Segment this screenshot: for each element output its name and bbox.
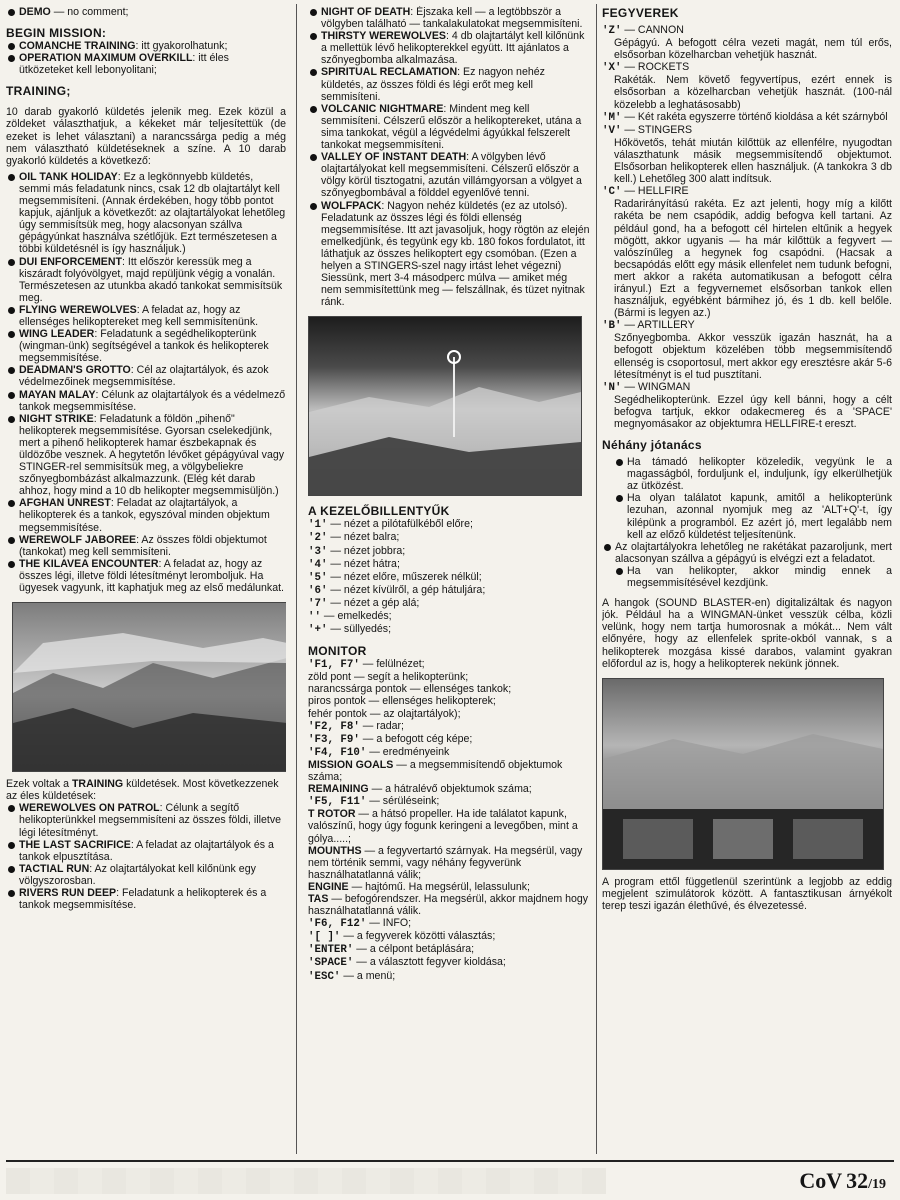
training-summary: Ezek voltak a TRAINING küldetések. Most következzenek az éles küldetések: [6,778,279,803]
item-name: ENGINE [308,880,349,893]
real-mission-item [6,863,286,887]
damage-line [308,808,590,844]
item-name: DUI ENFORCEMENT [19,255,122,268]
training-mission-item [6,558,286,594]
key-name: 'ENTER' [308,944,354,957]
page-number: 32 [846,1168,869,1193]
training-mission-item [6,497,286,533]
item-name: RIVERS RUN DEEP [19,886,117,899]
key-line [308,930,590,943]
key-line [308,720,590,733]
item-text: : Feladat az olajtartályok, a helikopterek és a tankok, egyszóval minden objektum megsemmisítése. [19,497,270,534]
tips-list [602,456,892,589]
item-text: : Az összes földi objektumot (tankokat) meg kell semmisíteni. [19,533,267,558]
item-name: OIL TANK HOLIDAY [19,170,118,183]
key-name: '2' [308,532,328,545]
item-text: : Ez nagyon nehéz küldetés, az összes földi és légi erőt meg kell semmisíteni. [321,66,545,103]
key-desc: narancssárga pontok — ellenséges tankok; [308,683,512,696]
damage-line [308,893,590,917]
key-desc: — nézet balra; [327,531,400,544]
item-text: : Feladatunk a helikopterek és a tankok megsemmisítése. [19,886,267,912]
item-name: NIGHT OF DEATH [321,6,411,18]
training-mission-item [6,171,286,256]
key-line [308,746,590,759]
key-name: '[ ]' [308,931,341,944]
real-mission-item [308,151,590,199]
monitor-list [308,658,590,759]
item-text: — hajtómű. Ha megsérül, lelassulunk; [348,880,530,893]
item-name: THE KILAVEA ENCOUNTER [19,557,159,570]
key-line [308,708,590,720]
key-name: '1' [308,519,328,532]
terrain-picture [13,603,286,771]
key-desc: — nézet a pilótafülkéből előre; [327,518,473,531]
training-mission-item [6,413,286,498]
key-line [308,671,590,683]
damage-list [308,808,590,917]
real-mission-list-cont [308,6,590,308]
game-screenshot [308,316,582,496]
key-name: 'SPACE' [308,957,354,970]
item-text: : Éjszaka kell — a legtöbbször a völgyben található — tankalakulatokat megsemmisíteni. [321,6,583,31]
key-desc: — a menü; [340,969,396,982]
weapons-list [602,24,892,430]
weapon-key: 'X' [602,62,622,75]
begin-mission-item [6,52,286,76]
item-name: WING LEADER [19,328,95,341]
item-name: VALLEY OF INSTANT DEATH [321,151,467,164]
key-name: '5' [308,571,328,584]
key-line [308,733,590,746]
item-name: WEREWOLF JABOREE [19,533,137,546]
key-line [308,917,590,930]
training-mission-item [6,304,286,328]
key-name: '6' [308,584,328,597]
status-line [308,759,590,783]
training-intro: 10 darab gyakorló küldetés jelenik meg. Ezek közül a zöldeket választhatjuk, a kékeket már teljesítettük (de ezeket is lehet választani) a narancssárga pedig a még nem választható küldetéseknek a színe. A 10 darab gyakorló küldetés a következő: [6,106,286,167]
key-desc: — a befogott cég képe; [359,732,473,745]
item-text: : itt éles ütközeteket kell lebonyolitani; [19,52,229,77]
begin-mission-item [6,40,286,52]
key-name: '7' [308,597,328,610]
item-name: DEADMAN'S GROTTO [19,364,131,377]
game-screenshot [602,678,884,870]
item-name: MAYAN MALAY [19,388,96,401]
key-line [308,956,590,969]
column-2 [308,6,590,1156]
column-divider [596,4,597,1154]
key-desc: — nézet hátra; [327,557,400,570]
real-mission-item [6,802,286,838]
item-name: NIGHT STRIKE [19,412,94,425]
item-text: — a fegyvertartó szárnyak. Ha megsérül, vagy nem történik semmi, vagy néhány fegyverünk használhatatlanná válik; [308,844,583,881]
column-3 [602,6,892,1156]
item-text: : Nagyon nehéz küldetés (ez az utolsó). Feladatunk az összes légi és földi ellenség megsemmisítése. Itt azt javasoljuk, hogy rögtön az elején emelkedjünk, és tegyünk egy kb. 180 fokos fordulatot, itt láthatjuk az összes helikoptert egy csomóban. (Ezen a helyen a STINGERS-szel nagy irtást lehet végezni) Siessünk, mert 3-4 másodperc múlva — amiket még nem semmisítettünk meg — felszállnak, és tüzet nyitnak ránk. [321,199,590,309]
key-line [308,683,590,695]
item-text: : itt gyakorolhatunk; [135,40,228,53]
real-mission-item [308,200,590,309]
key-list [308,917,590,982]
item-text: : Feladatunk a segédhelikopterünk (wingman-ünk) segítségével a tankok és helikopterek megsemmisítése. [19,328,269,365]
bottom-rule [6,1160,894,1162]
key-desc: — INFO; [366,917,412,930]
key-desc: — nézet kívülről, a gép hátuljára; [327,583,486,596]
weapon-title [602,319,892,332]
weapon-key: 'N' [602,381,622,394]
monitor-heading: MONITOR [308,644,367,659]
demo-item: DEMO — no comment; [6,6,286,18]
item-text: — a megsemmisítendő objektumok száma; [308,758,563,784]
training-mission-item [6,328,286,364]
weapon-name: — Két rakéta egyszerre történő kioldása a két szárnyból [621,110,888,123]
weapon-name: — ROCKETS [621,61,690,74]
crosshair-picture [309,317,581,495]
item-text: : A feladat az olajtartályok és a tankok elpusztítása. [19,838,274,863]
key-line [308,584,590,597]
column-1 [6,6,286,1156]
key-line [308,623,590,636]
weapons-heading: FEGYVEREK [602,6,679,20]
item-text: : Feladatunk a földön „pihenő" helikopterek megsemmisítése. Gyorsan cselekedjünk, mert a pihenő helikopterek hamar észbekapnak és üldözőbe vesznek. A hegytetőn lévőket gépágyúval vagy STINGER-rel semmisítsük meg, a völgybeliekre szőnyegbombázást alkalmazzunk. (Elég két darab ahhoz, hogy mind a 10 db helikopter megsemmisüljön.) [19,412,285,498]
weapon-name: — HELLFIRE [621,185,689,198]
page-sub: /19 [868,1177,886,1192]
key-line [308,571,590,584]
item-text: — a hátsó propeller. Ha ide találatot kapunk, valószínű, hogy úgy fogunk keringeni a levegőben, mint a gólya.....; [308,808,578,845]
real-mission-item [6,839,286,863]
weapon-title [602,111,892,124]
item-name: THIRSTY WEREWOLVES [321,30,446,43]
item-name: TAS [308,892,329,905]
training-mission-item [6,534,286,558]
key-desc: fehér pontok — az olajtartályok); [308,707,461,720]
key-desc: — eredményeink [366,745,450,758]
item-name: T ROTOR [308,808,356,821]
begin-mission-list [6,40,286,76]
weapon-name: — CANNON [621,24,684,36]
item-name: MOUNTHS [308,844,362,857]
weapon-name: — ARTILLERY [621,319,695,332]
key-desc: — radar; [359,719,404,732]
real-mission-item [308,103,590,151]
key-desc: — nézet előre, műszerek nélkül; [327,570,482,583]
item-text: : Ez a legkönnyebb küldetés, semmi más feladatunk nincs, csak 12 db olajtartályt kell megsemmisíteni. (Annak érdekében, hogy több pontot kapjuk, ajánljuk a következőt: az olajtartályokat lehetőleg úgy semmisítsük meg, hogy alacsonyan szállva gépágyúnkat használva szétlőjük. Ezt természetesen a többi küldetésnél is így használjuk.) [19,170,286,256]
key-line [308,518,590,531]
item-name: MISSION GOALS [308,758,394,771]
real-mission-item [308,30,590,66]
column-divider [296,4,297,1154]
item-text: : Cél az olajtartályok, és azok védelmezőinek megsemmisítése. [19,364,269,389]
key-line [308,695,590,707]
key-desc: — emelkedés; [320,610,392,622]
key-line [308,531,590,544]
training-mission-item [6,256,286,304]
item-name: OPERATION MAXIMUM OVERKILL [19,52,193,65]
key-name: 'F6, F12' [308,918,367,931]
real-mission-list [6,802,286,911]
item-text: : Mindent meg kell semmisíteni. Célszerű először a helikoptereket, utána a sima tankokat, végül a légvédelmi ágyúkkal felszerelt tankokat megsemmisíteni. [321,102,582,152]
item-text: : A feladat az, hogy az ellenséges helikoptereket meg kell semmisítenünk. [19,303,259,328]
training-mission-list [6,171,286,594]
magazine-logo: CoV [799,1168,843,1193]
real-mission-item [6,887,286,911]
item-text: : Célunk az olajtartályok és a védelmező tankok megsemmisítése. [19,388,286,413]
key-line [308,558,590,571]
training-heading: TRAINING; [6,84,71,99]
item-text: : 4 db olajtartályt kell kilőnünk a mellettük lévő helikopterekkel együtt. Itt ajánlatos a szőnyegbomba alkalmazása. [321,30,585,67]
key-name: '+' [308,624,328,637]
status-line [308,783,590,795]
begin-mission-heading: BEGIN MISSION: [6,26,107,41]
status-list [308,759,590,795]
weapon-title [602,61,892,74]
weapon-description: Hőkövetős, tehát miután kilőttük az ellenfélre, nyugodtan választhatunk másik megsemmisítendő objektumot. Elsősorban helikopterek ellen használjuk. (A tankokra 3 db kell.) Lehetőleg 300 alatt indítsuk. [614,136,892,186]
tip-item: Ha van helikopter, akkor mindig ennek a megsemmisítésével kezdjünk. [614,565,892,589]
item-name: WEREWOLVES ON PATROL [19,802,160,815]
key-name: '3' [308,545,328,558]
game-screenshot [12,602,286,772]
weapon-key: 'B' [602,320,622,333]
weapon-title [602,185,892,198]
page-footer [799,1168,886,1194]
weapon-key: 'V' [602,124,622,137]
key-name: '4' [308,558,328,571]
weapon-name: — WINGMAN [621,380,691,393]
weapon-description: Szőnyegbomba. Akkor vesszük igazán hasznát, ha a befogott objektum közelében több megsemmisítendő ellenség is csoportosul, mert akkor egy eresztésre akár 5-6 létesítményt is el tud pusztítani. [614,332,892,381]
weapon-description: Segédhelikopterünk. Ezzel úgy kell bánni, hogy a célt befogva tartjuk, ekkor odakecmereg és a 'SPACE' megnyomásakor az objektumra HELLFIRE-t ereszt. [614,393,892,430]
key-name: 'ESC' [308,970,341,983]
item-name: VOLCANIC NIGHTMARE [321,102,444,115]
real-mission-item [308,66,590,102]
weapon-key: 'M' [602,111,622,124]
weapon-title [602,381,892,394]
key-desc: — felülnézet; [359,658,425,671]
item-name: FLYING WEREWOLVES [19,303,137,316]
tips-heading: Néhány jótanács [602,438,702,453]
item-name: WOLFPACK [321,199,382,212]
key-line [308,597,590,610]
key-desc: — a választott fegyver kioldása; [353,956,506,969]
weapon-description: Radarirányítású rakéta. Ez azt jelenti, hogy míg a kilőtt rakéta be nem csapódik, addig befogva kell tartani. Az például gond, ha a befogott cél hirtelen eltűnik a hegyek mögött, akkor ugyanis — ha már kilőttük a fegyvert — valószínűleg a hegynek fog csapódni. (Hacsak a becsapódás előtt egy másik ellenfelet nem tudunk befogni, mert akkor a rakéta automatikusan a befogott célra irányul.) Ezt a fegyvernemet elsősorban tankok ellen használjuk, egyébként bármihez jó, és 1 db. kell belőle. (Bármi is legyen az.) [614,198,892,320]
item-text: — a hátralévő objektumok száma; [368,783,532,796]
real-mission-item [308,6,590,30]
weapon-name: — STINGERS [621,123,693,136]
key-line [308,610,590,623]
damage-line [308,881,590,893]
key-line: 'F5, F11' — sérüléseink; [308,795,440,809]
item-text: : Itt először keressük meg a kiszáradt folyóvölgyet, majd repüljünk végig a vonalán. Természetesen az utunkba akadó tankokat semmisítsük meg. [19,255,283,304]
key-name: 'F1, F7' [308,659,360,672]
key-desc: zöld pont — segít a helikopterünk; [308,671,469,684]
weapon-key: 'C' [602,186,622,199]
weapon-description: Gépágyú. A befogott célra vezeti magát, nem túl erős, elsősorban közelharcban vehetjük hasznát. [614,37,892,62]
weapon-description: Rakéták. Nem követő fegyvertípus, ezért ennek is elsősorban a közelharcban vehetjük hasznát. (100-nál közelebb a leghatásosabb) [614,74,892,111]
training-mission-item [6,389,286,413]
key-name: '' [308,611,321,623]
training-mission-item [6,364,286,388]
weapon-title [602,124,892,137]
cockpit-picture [603,679,883,869]
key-line [308,943,590,956]
key-desc: — a fegyverek közötti választás; [340,930,496,943]
key-desc: — nézet jobbra; [327,544,406,557]
tip-item: Ha támadó helikopter közeledik, vegyünk le a magasságból, forduljunk el, induljunk, így elkerülhetjük az ütközést. [614,456,892,492]
item-name: THE LAST SACRIFICE [19,838,131,851]
item-text: — befogórendszer. Ha megsérül, akkor majdnem hogy használhatatlanná válik. [308,892,589,918]
damage-line [308,845,590,881]
key-line [308,545,590,558]
item-name: COMANCHE TRAINING [19,40,136,53]
item-name: AFGHAN UNREST [19,497,111,510]
key-list [308,518,590,636]
item-text: : A feladat az, hogy az összes légi, illetve földi létesítményt leromboljuk. Ha ügyesek vagyunk, itt kaphatjuk meg az első medálunkat. [19,557,284,595]
decorative-strip [6,1168,606,1194]
weapon-key: 'Z' [602,25,622,37]
tip-item: Ha olyan találatot kapunk, amitől a helikopterünk lezuhan, azonnal nyomjuk meg az 'ALT+Q'-t, így kilépünk a programból. Ez azért jó, mert legalább nem kell az előző küldetést teljesítenünk. [614,492,892,540]
item-name: SPIRITUAL RECLAMATION [321,66,458,79]
item-name: TACTIAL RUN [19,862,90,875]
key-name: 'F2, F8' [308,720,360,733]
key-name: 'F3, F9' [308,733,360,746]
key-line [308,658,590,671]
keys-heading: A KEZELŐBILLENTYŰK [308,504,450,519]
weapon-title [602,24,892,37]
key-desc: — nézet a gép alá; [327,596,420,609]
key-name: 'F4, F10' [308,746,367,759]
sound-paragraph: A hangok (SOUND BLASTER-en) digitalizáltak és nagyon jók. Például ha a WINGMAN-ünket vesszük célba, közli velünk, hogy nem tartja humorosnak a mókát... Nem vált előnyére, hogy az ellenfelek sprite-okból vannak, s a helikopterek mozgása kissé darabos, valamint gyakran előfordul az is, hogy a helikopterek nekünk jönnek. [602,597,892,670]
key-desc: — a célpont betáplására; [353,943,475,956]
closing-paragraph: A program ettől függetlenül szerintünk a legjobb az eddig megjelent szimulátorok között. A fantasztikusan árnyékolt terep teszi igazán élethűvé, és élvezetessé. [602,875,892,912]
key-line [308,970,590,983]
key-desc: — süllyedés; [327,623,392,636]
item-text: : Célunk a segítő helikopterünkkel megsemmisíteni az összes földi, illetve légi létesítményt. [19,802,282,839]
tip-item: Az olajtartályokra lehetőleg ne rakétákat pazaroljunk, mert alacsonyan szállva a gépágyú is elvégzi ezt a feladatot. [602,541,892,565]
item-text: : Az olajtartályokat kell kilőnünk egy völgyszorosban. [19,862,256,887]
key-desc: piros pontok — ellenséges helikopterek; [308,695,496,708]
item-name: REMAINING [308,783,369,796]
item-text: : A völgyben lévő olajtartályokat kell megsemmisíteni. Célszerű először a völgy körül tisztogatni, azután villámgyorsan a völgyet a szőnyegbombával a földdel egyenlővé tenni. [321,151,582,200]
